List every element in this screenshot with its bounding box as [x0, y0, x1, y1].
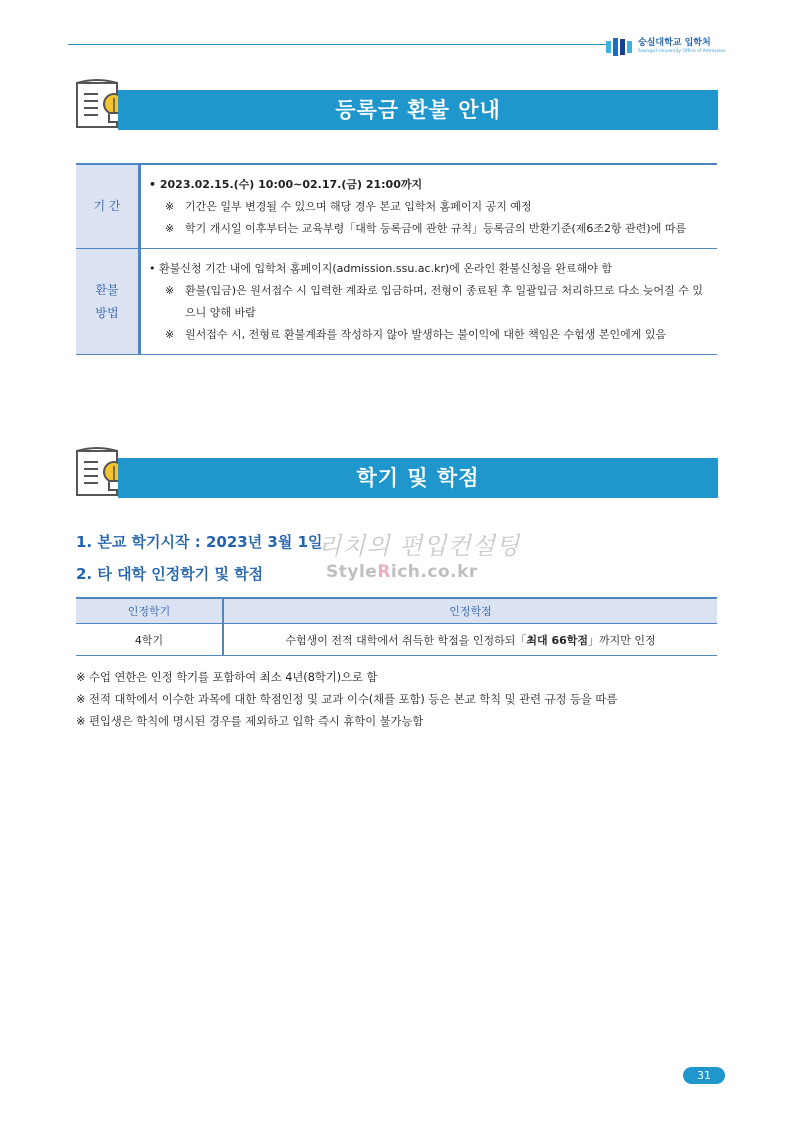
table-cell: [223, 624, 717, 656]
table-row: [76, 624, 717, 656]
table-row: [76, 165, 717, 248]
cell-emphasis: 최대 66학점: [526, 633, 589, 647]
university-logo: [606, 37, 726, 57]
logo-bar-icon: [613, 38, 618, 56]
row-header-label: 환불: [95, 282, 119, 297]
watermark-url-part: R: [377, 562, 391, 582]
section-banner: [118, 458, 718, 498]
note-mark: ※: [165, 200, 175, 213]
note-mark: ※: [165, 284, 175, 297]
row-header-label: 기 간: [93, 199, 121, 213]
note-item: [149, 218, 709, 240]
watermark-text: 리치의 편입컨설팅: [318, 532, 521, 560]
note-text: 기간은 일부 변경될 수 있으며 해당 경우 본교 입학처 홈페이지 공지 예정: [185, 200, 532, 213]
logo-bar-icon: [627, 41, 632, 53]
note-item: [149, 196, 709, 218]
logo-subtext: Soongsil University Office of Admission: [638, 49, 726, 55]
note-mark: ※: [165, 222, 175, 235]
note-text: 환불(입금)은 원서접수 시 입력한 계좌로 입금하며, 전형이 종료된 후 일괄입금 처리하므로 다소 늦어질 수 있으니 양해 바람: [185, 284, 703, 319]
footnote: ※ 전적 대학에서 이수한 과목에 대한 학점인정 및 교과 이수(채플 포함) 등은 본교 학칙 및 관련 규정 등을 따름: [76, 693, 618, 706]
watermark-url-part: ich.co.kr: [390, 562, 478, 582]
section-title: 등록금 환불 안내: [335, 98, 501, 122]
note-item: [149, 280, 709, 324]
section-title: 학기 및 학점: [356, 466, 480, 490]
method-bullet: • 환불신청 기간 내에 입학처 홈페이지(admission.ssu.ac.kr)에 온라인 환불신청을 완료해야 함: [149, 262, 613, 275]
table-cell: 4학기: [76, 624, 223, 656]
credit-table: [76, 597, 717, 656]
cell-text: 수험생이 전적 대학에서 취득한 학점을 인정하되「: [285, 633, 527, 647]
transfer-credit-heading: 2. 타 대학 인정학기 및 학점: [76, 565, 264, 583]
row-body: [141, 249, 717, 354]
row-body: [141, 165, 717, 248]
watermark-url: [326, 562, 478, 582]
section-banner: [118, 90, 718, 130]
page-number: 31: [683, 1067, 725, 1084]
table-header-row: [76, 598, 717, 624]
table-row: [76, 248, 717, 354]
note-text: 학기 개시일 이후부터는 교육부령「대학 등록금에 관한 규칙」등록금의 반환기준(제6조2항 관련)에 따름: [185, 222, 687, 235]
note-text: 원서접수 시, 전형료 환불계좌를 작성하지 않아 발생하는 불이익에 대한 책임은 수험생 본인에게 있음: [185, 328, 667, 341]
column-header: 인정학점: [223, 598, 717, 624]
refund-info-table: [76, 163, 717, 355]
column-header: 인정학기: [76, 598, 223, 624]
row-header-label: 방법: [95, 305, 119, 320]
logo-bar-icon: [620, 39, 625, 55]
cell-text: 」까지만 인정: [588, 633, 656, 647]
note-item: [149, 324, 709, 346]
footnotes: [76, 667, 726, 733]
logo-bar-icon: [606, 41, 611, 53]
header-rule: [68, 44, 608, 45]
footnote: ※ 편입생은 학칙에 명시된 경우를 제외하고 입학 즉시 휴학이 불가능함: [76, 715, 424, 728]
row-header: [76, 165, 141, 248]
period-bullet: • 2023.02.15.(수) 10:00~02.17.(금) 21:00까지: [149, 178, 423, 191]
footnote: ※ 수업 연한은 인정 학기를 포함하여 최소 4년(8학기)으로 함: [76, 671, 378, 684]
semester-start-heading: 1. 본교 학기시작 : 2023년 3월 1일: [76, 533, 323, 551]
note-mark: ※: [165, 328, 175, 341]
logo-text: 숭실대학교 입학처: [638, 38, 711, 49]
row-header: [76, 249, 141, 354]
watermark-url-part: Style: [326, 562, 378, 582]
